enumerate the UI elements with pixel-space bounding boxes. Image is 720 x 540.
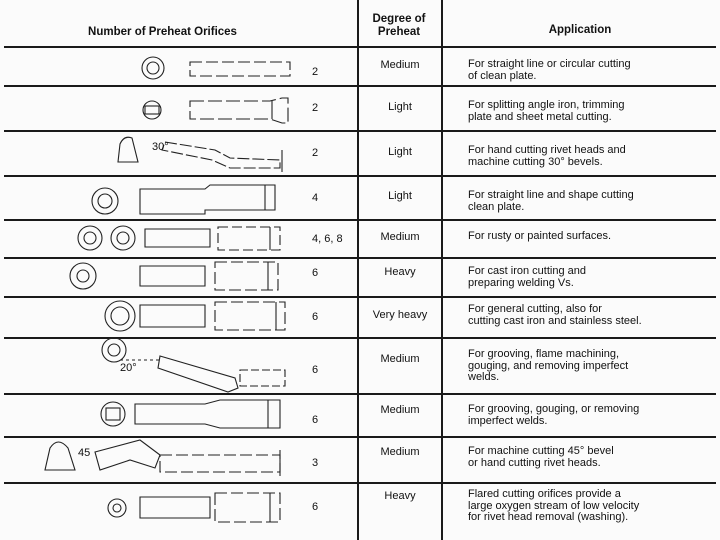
application-text: For grooving, flame machining, gouging, and removing imperfect welds. — [468, 348, 629, 383]
tip-illustration-row-7 — [105, 301, 285, 331]
preheat-degree: Heavy — [384, 266, 416, 278]
application-text: For rusty or painted surfaces. — [468, 230, 612, 242]
orifice-count: 2 — [312, 102, 319, 114]
angle-30-label: 30° — [152, 141, 169, 153]
application-text: For straight line or circular cutting of clean plate. — [468, 58, 631, 82]
preheat-degree: Medium — [380, 231, 420, 243]
tip-illustration-row-2 — [143, 98, 288, 123]
orifice-count: 3 — [312, 457, 319, 469]
application-text: For cast iron cutting and preparing welding Vs. — [468, 265, 587, 289]
header-degree-line1: Degree of — [372, 13, 426, 25]
header-application: Application — [548, 24, 612, 36]
orifice-count: 6 — [312, 311, 319, 323]
preheat-degree: Light — [388, 101, 412, 113]
orifice-count: 2 — [312, 147, 319, 159]
tip-illustration-row-4 — [92, 185, 275, 214]
orifice-count: 6 — [312, 364, 319, 376]
preheat-degree: Heavy — [384, 490, 416, 502]
tip-illustration-row-11 — [108, 493, 280, 522]
tip-illustration-row-3 — [118, 137, 282, 172]
orifice-count: 4, 6, 8 — [312, 233, 343, 245]
tip-illustration-row-6 — [70, 262, 278, 290]
preheat-degree: Light — [388, 146, 412, 158]
preheat-degree: Medium — [380, 404, 420, 416]
orifice-count: 6 — [312, 414, 319, 426]
application-text: For grooving, gouging, or removing imperfect welds. — [468, 403, 640, 427]
application-text: For hand cutting rivet heads and machine cutting 30° bevels. — [468, 144, 626, 168]
tip-illustration-row-1 — [142, 57, 290, 79]
header-preheat-orifices: Number of Preheat Orifices — [88, 26, 237, 38]
orifice-count: 2 — [312, 66, 319, 78]
application-text: For machine cutting 45° bevel or hand cutting rivet heads. — [468, 445, 614, 469]
tip-illustration-row-9 — [101, 400, 280, 428]
preheat-degree: Very heavy — [372, 309, 428, 321]
application-text: Flared cutting orifices provide a large oxygen stream of low velocity for rivet head removal (washing). — [468, 488, 640, 523]
application-text: For general cutting, also for cutting cast iron and stainless steel. — [468, 303, 642, 327]
orifice-count: 4 — [312, 192, 319, 204]
application-text: For splitting angle iron, trimming plate and sheet metal cutting. — [468, 99, 625, 123]
preheat-degree: Medium — [380, 446, 420, 458]
orifice-count: 6 — [312, 267, 319, 279]
application-text: For straight line and shape cutting clean plate. — [468, 189, 634, 213]
cutting-tip-illustrations — [0, 0, 357, 540]
preheat-degree: Medium — [380, 353, 420, 365]
angle-20-label: 20° — [120, 362, 137, 374]
tip-illustration-row-5 — [78, 226, 280, 250]
header-degree-line2: Preheat — [377, 26, 421, 38]
preheat-degree: Light — [388, 190, 412, 202]
orifice-count: 6 — [312, 501, 319, 513]
angle-45-label: 45 — [78, 447, 91, 459]
column-rule — [441, 0, 443, 540]
preheat-degree: Medium — [380, 59, 420, 71]
